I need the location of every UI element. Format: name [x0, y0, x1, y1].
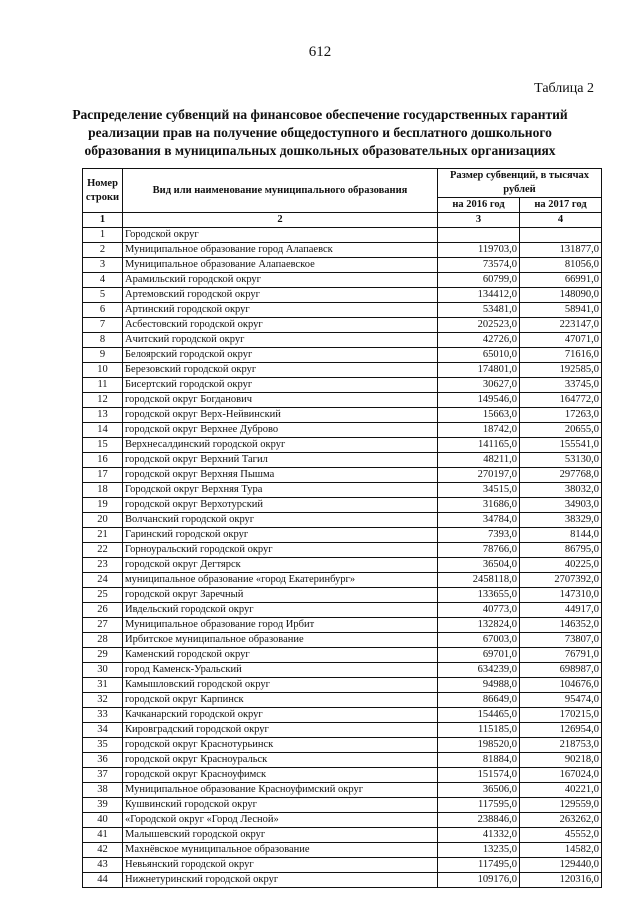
value-2017-cell: 2707392,0	[520, 573, 602, 588]
municipality-name-cell: город Каменск-Уральский	[123, 663, 438, 678]
value-2017-cell: 155541,0	[520, 438, 602, 453]
table-row	[83, 513, 602, 528]
table-row	[83, 498, 602, 513]
row-number-cell: 9	[83, 348, 123, 363]
row-number-cell: 12	[83, 393, 123, 408]
table-row	[83, 798, 602, 813]
municipality-name-cell: Ирбитское муниципальное образование	[123, 633, 438, 648]
municipality-name-cell: городской округ Заречный	[123, 588, 438, 603]
row-number-cell: 28	[83, 633, 123, 648]
table-row	[83, 258, 602, 273]
row-number-cell: 44	[83, 873, 123, 888]
value-2017-cell: 167024,0	[520, 768, 602, 783]
municipality-name-cell: Муниципальное образование город Ирбит	[123, 618, 438, 633]
row-number-cell: 17	[83, 468, 123, 483]
row-number-cell: 24	[83, 573, 123, 588]
value-2016-cell: 94988,0	[438, 678, 520, 693]
table-label: Таблица 2	[534, 81, 594, 96]
municipality-name-cell: Муниципальное образование Алапаевское	[123, 258, 438, 273]
value-2017-cell: 45552,0	[520, 828, 602, 843]
value-2017-cell: 104676,0	[520, 678, 602, 693]
municipality-name-cell: Асбестовский городской округ	[123, 318, 438, 333]
table-row	[83, 723, 602, 738]
municipality-name-cell: Артемовский городской округ	[123, 288, 438, 303]
value-2017-cell: 129559,0	[520, 798, 602, 813]
table-row	[83, 543, 602, 558]
value-2017-cell: 95474,0	[520, 693, 602, 708]
table-row	[83, 828, 602, 843]
table-row	[83, 618, 602, 633]
row-number-cell: 22	[83, 543, 123, 558]
table-row	[83, 858, 602, 873]
municipality-name-cell: городской округ Верхняя Пышма	[123, 468, 438, 483]
row-number-cell: 11	[83, 378, 123, 393]
row-number-cell: 26	[83, 603, 123, 618]
municipality-name-cell: Качканарский городской округ	[123, 708, 438, 723]
value-2017-cell: 47071,0	[520, 333, 602, 348]
municipality-name-cell: Нижнетуринский городской округ	[123, 873, 438, 888]
table-row	[83, 333, 602, 348]
value-2017-cell: 218753,0	[520, 738, 602, 753]
value-2016-cell: 7393,0	[438, 528, 520, 543]
value-2016-cell: 73574,0	[438, 258, 520, 273]
table-row	[83, 678, 602, 693]
table-row	[83, 768, 602, 783]
value-2017-cell: 148090,0	[520, 288, 602, 303]
row-number-cell: 30	[83, 663, 123, 678]
row-number-cell: 39	[83, 798, 123, 813]
municipality-name-cell: Ивдельский городской округ	[123, 603, 438, 618]
row-number-cell: 16	[83, 453, 123, 468]
value-2017-cell: 263262,0	[520, 813, 602, 828]
row-number-cell: 1	[83, 228, 123, 243]
row-number-cell: 2	[83, 243, 123, 258]
row-number-cell: 36	[83, 753, 123, 768]
table-row	[83, 843, 602, 858]
table-row	[83, 813, 602, 828]
value-2016-cell: 36506,0	[438, 783, 520, 798]
table-row	[83, 318, 602, 333]
value-2017-cell: 126954,0	[520, 723, 602, 738]
value-2017-cell: 120316,0	[520, 873, 602, 888]
value-2016-cell: 30627,0	[438, 378, 520, 393]
table-row	[83, 453, 602, 468]
column-number: 3	[438, 213, 520, 228]
municipality-name-cell: Березовский городской округ	[123, 363, 438, 378]
value-2016-cell: 15663,0	[438, 408, 520, 423]
document-title: Распределение субвенций на финансовое обеспечение государственных гарантий реализации прав на получение общедоступного и бесплатного дошкольного образования в муниципальных дошкольных образовательных организациях	[72, 107, 568, 158]
municipality-name-cell: Муниципальное образование город Алапаевск	[123, 243, 438, 258]
value-2017-cell: 698987,0	[520, 663, 602, 678]
value-2016-cell: 151574,0	[438, 768, 520, 783]
value-2017-cell: 297768,0	[520, 468, 602, 483]
municipality-name-cell: городской округ Богданович	[123, 393, 438, 408]
value-2016-cell: 34784,0	[438, 513, 520, 528]
municipality-name-cell: Белоярский городской округ	[123, 348, 438, 363]
header-year-2016: на 2016 год	[438, 198, 520, 213]
value-2017-cell: 131877,0	[520, 243, 602, 258]
municipality-name-cell: городской округ Краснотурьинск	[123, 738, 438, 753]
table-row	[83, 288, 602, 303]
municipality-name-cell: Городской округ	[123, 228, 438, 243]
municipality-name-cell: Бисертский городской округ	[123, 378, 438, 393]
value-2017-cell: 147310,0	[520, 588, 602, 603]
table-row	[83, 663, 602, 678]
value-2017-cell	[520, 228, 602, 243]
row-number-cell: 43	[83, 858, 123, 873]
municipality-name-cell: городской округ Красноуфимск	[123, 768, 438, 783]
value-2016-cell: 40773,0	[438, 603, 520, 618]
value-2017-cell: 73807,0	[520, 633, 602, 648]
row-number-cell: 13	[83, 408, 123, 423]
value-2016-cell: 18742,0	[438, 423, 520, 438]
row-number-cell: 5	[83, 288, 123, 303]
value-2016-cell: 634239,0	[438, 663, 520, 678]
municipality-name-cell: Верхнесалдинский городской округ	[123, 438, 438, 453]
municipality-name-cell: муниципальное образование «город Екатеринбург»	[123, 573, 438, 588]
value-2016-cell: 13235,0	[438, 843, 520, 858]
municipality-name-cell: Муниципальное образование Красноуфимский округ	[123, 783, 438, 798]
value-2016-cell: 202523,0	[438, 318, 520, 333]
row-number-cell: 27	[83, 618, 123, 633]
value-2016-cell: 149546,0	[438, 393, 520, 408]
table-row	[83, 468, 602, 483]
row-number-cell: 38	[83, 783, 123, 798]
value-2016-cell: 78766,0	[438, 543, 520, 558]
value-2016-cell: 53481,0	[438, 303, 520, 318]
row-number-cell: 4	[83, 273, 123, 288]
value-2017-cell: 44917,0	[520, 603, 602, 618]
header-municipality-name: Вид или наименование муниципального образования	[123, 169, 438, 213]
municipality-name-cell: Невьянский городской округ	[123, 858, 438, 873]
row-number-cell: 42	[83, 843, 123, 858]
value-2016-cell: 115185,0	[438, 723, 520, 738]
row-number-cell: 23	[83, 558, 123, 573]
municipality-name-cell: Волчанский городской округ	[123, 513, 438, 528]
municipality-name-cell: Арамильский городской округ	[123, 273, 438, 288]
table-row	[83, 708, 602, 723]
municipality-name-cell: «Городской округ «Город Лесной»	[123, 813, 438, 828]
table-row	[83, 783, 602, 798]
value-2016-cell: 42726,0	[438, 333, 520, 348]
value-2017-cell: 33745,0	[520, 378, 602, 393]
row-number-cell: 21	[83, 528, 123, 543]
value-2016-cell: 174801,0	[438, 363, 520, 378]
value-2017-cell: 146352,0	[520, 618, 602, 633]
table-row	[83, 633, 602, 648]
value-2016-cell: 48211,0	[438, 453, 520, 468]
value-2017-cell: 86795,0	[520, 543, 602, 558]
row-number-cell: 15	[83, 438, 123, 453]
value-2016-cell	[438, 228, 520, 243]
table-row	[83, 573, 602, 588]
municipality-name-cell: Махнёвское муниципальное образование	[123, 843, 438, 858]
table-row	[83, 738, 602, 753]
municipality-name-cell: городской округ Верхотурский	[123, 498, 438, 513]
value-2017-cell: 66991,0	[520, 273, 602, 288]
value-2017-cell: 129440,0	[520, 858, 602, 873]
municipality-name-cell: Кировградский городской округ	[123, 723, 438, 738]
value-2017-cell: 90218,0	[520, 753, 602, 768]
table-row	[83, 693, 602, 708]
header-subsidy-amount: Размер субвенций, в тысячах рублей	[438, 169, 602, 198]
value-2017-cell: 192585,0	[520, 363, 602, 378]
value-2017-cell: 76791,0	[520, 648, 602, 663]
value-2017-cell: 164772,0	[520, 393, 602, 408]
municipality-name-cell: Ачитский городской округ	[123, 333, 438, 348]
value-2017-cell: 17263,0	[520, 408, 602, 423]
value-2017-cell: 223147,0	[520, 318, 602, 333]
row-number-cell: 29	[83, 648, 123, 663]
value-2016-cell: 2458118,0	[438, 573, 520, 588]
table-row	[83, 228, 602, 243]
value-2016-cell: 141165,0	[438, 438, 520, 453]
table-row	[83, 348, 602, 363]
value-2016-cell: 81884,0	[438, 753, 520, 768]
row-number-cell: 10	[83, 363, 123, 378]
column-number: 2	[123, 213, 438, 228]
municipality-name-cell: Горноуральский городской округ	[123, 543, 438, 558]
table-row	[83, 558, 602, 573]
row-number-cell: 32	[83, 693, 123, 708]
municipality-name-cell: Гаринский городской округ	[123, 528, 438, 543]
row-number-cell: 33	[83, 708, 123, 723]
table-row	[83, 753, 602, 768]
column-number: 1	[83, 213, 123, 228]
row-number-cell: 41	[83, 828, 123, 843]
value-2016-cell: 31686,0	[438, 498, 520, 513]
row-number-cell: 34	[83, 723, 123, 738]
row-number-cell: 35	[83, 738, 123, 753]
value-2016-cell: 36504,0	[438, 558, 520, 573]
value-2017-cell: 53130,0	[520, 453, 602, 468]
table-row	[83, 303, 602, 318]
row-number-cell: 18	[83, 483, 123, 498]
municipality-name-cell: городской округ Верх-Нейвинский	[123, 408, 438, 423]
value-2016-cell: 154465,0	[438, 708, 520, 723]
page-number: 612	[308, 44, 332, 60]
value-2017-cell: 14582,0	[520, 843, 602, 858]
value-2016-cell: 67003,0	[438, 633, 520, 648]
value-2017-cell: 71616,0	[520, 348, 602, 363]
table-row	[83, 588, 602, 603]
municipality-name-cell: Артинский городской округ	[123, 303, 438, 318]
municipality-name-cell: Камышловский городской округ	[123, 678, 438, 693]
row-number-cell: 6	[83, 303, 123, 318]
value-2017-cell: 40225,0	[520, 558, 602, 573]
header-row-number: Номер строки	[83, 169, 123, 213]
municipality-name-cell: городской округ Красноуральск	[123, 753, 438, 768]
table-body	[83, 228, 602, 888]
municipality-name-cell: городской округ Дегтярск	[123, 558, 438, 573]
header-year-2017: на 2017 год	[520, 198, 602, 213]
value-2016-cell: 238846,0	[438, 813, 520, 828]
value-2016-cell: 41332,0	[438, 828, 520, 843]
table-row	[83, 648, 602, 663]
municipality-name-cell: Каменский городской округ	[123, 648, 438, 663]
table-row	[83, 273, 602, 288]
table-row	[83, 423, 602, 438]
value-2017-cell: 58941,0	[520, 303, 602, 318]
value-2016-cell: 133655,0	[438, 588, 520, 603]
value-2016-cell: 117595,0	[438, 798, 520, 813]
value-2017-cell: 8144,0	[520, 528, 602, 543]
table-row	[83, 603, 602, 618]
table-row	[83, 483, 602, 498]
value-2016-cell: 65010,0	[438, 348, 520, 363]
table-row	[83, 528, 602, 543]
row-number-cell: 7	[83, 318, 123, 333]
value-2016-cell: 69701,0	[438, 648, 520, 663]
value-2017-cell: 20655,0	[520, 423, 602, 438]
row-number-cell: 40	[83, 813, 123, 828]
table-row	[83, 378, 602, 393]
value-2017-cell: 170215,0	[520, 708, 602, 723]
value-2016-cell: 119703,0	[438, 243, 520, 258]
subsidies-table	[82, 168, 602, 888]
value-2016-cell: 134412,0	[438, 288, 520, 303]
value-2016-cell: 109176,0	[438, 873, 520, 888]
column-number: 4	[520, 213, 602, 228]
row-number-cell: 19	[83, 498, 123, 513]
value-2016-cell: 132824,0	[438, 618, 520, 633]
value-2017-cell: 38032,0	[520, 483, 602, 498]
value-2016-cell: 270197,0	[438, 468, 520, 483]
value-2017-cell: 34903,0	[520, 498, 602, 513]
row-number-cell: 8	[83, 333, 123, 348]
table-row	[83, 393, 602, 408]
table-row	[83, 243, 602, 258]
table-row	[83, 363, 602, 378]
value-2016-cell: 34515,0	[438, 483, 520, 498]
table-row	[83, 408, 602, 423]
value-2017-cell: 40221,0	[520, 783, 602, 798]
value-2016-cell: 86649,0	[438, 693, 520, 708]
municipality-name-cell: Городской округ Верхняя Тура	[123, 483, 438, 498]
row-number-cell: 25	[83, 588, 123, 603]
row-number-cell: 31	[83, 678, 123, 693]
municipality-name-cell: городской округ Верхнее Дуброво	[123, 423, 438, 438]
municipality-name-cell: Малышевский городской округ	[123, 828, 438, 843]
value-2016-cell: 60799,0	[438, 273, 520, 288]
municipality-name-cell: Кушвинский городской округ	[123, 798, 438, 813]
value-2016-cell: 117495,0	[438, 858, 520, 873]
row-number-cell: 20	[83, 513, 123, 528]
row-number-cell: 14	[83, 423, 123, 438]
table-row	[83, 438, 602, 453]
row-number-cell: 37	[83, 768, 123, 783]
municipality-name-cell: городской округ Верхний Тагил	[123, 453, 438, 468]
municipality-name-cell: городской округ Карпинск	[123, 693, 438, 708]
value-2017-cell: 81056,0	[520, 258, 602, 273]
value-2016-cell: 198520,0	[438, 738, 520, 753]
row-number-cell: 3	[83, 258, 123, 273]
table-row	[83, 873, 602, 888]
value-2017-cell: 38329,0	[520, 513, 602, 528]
